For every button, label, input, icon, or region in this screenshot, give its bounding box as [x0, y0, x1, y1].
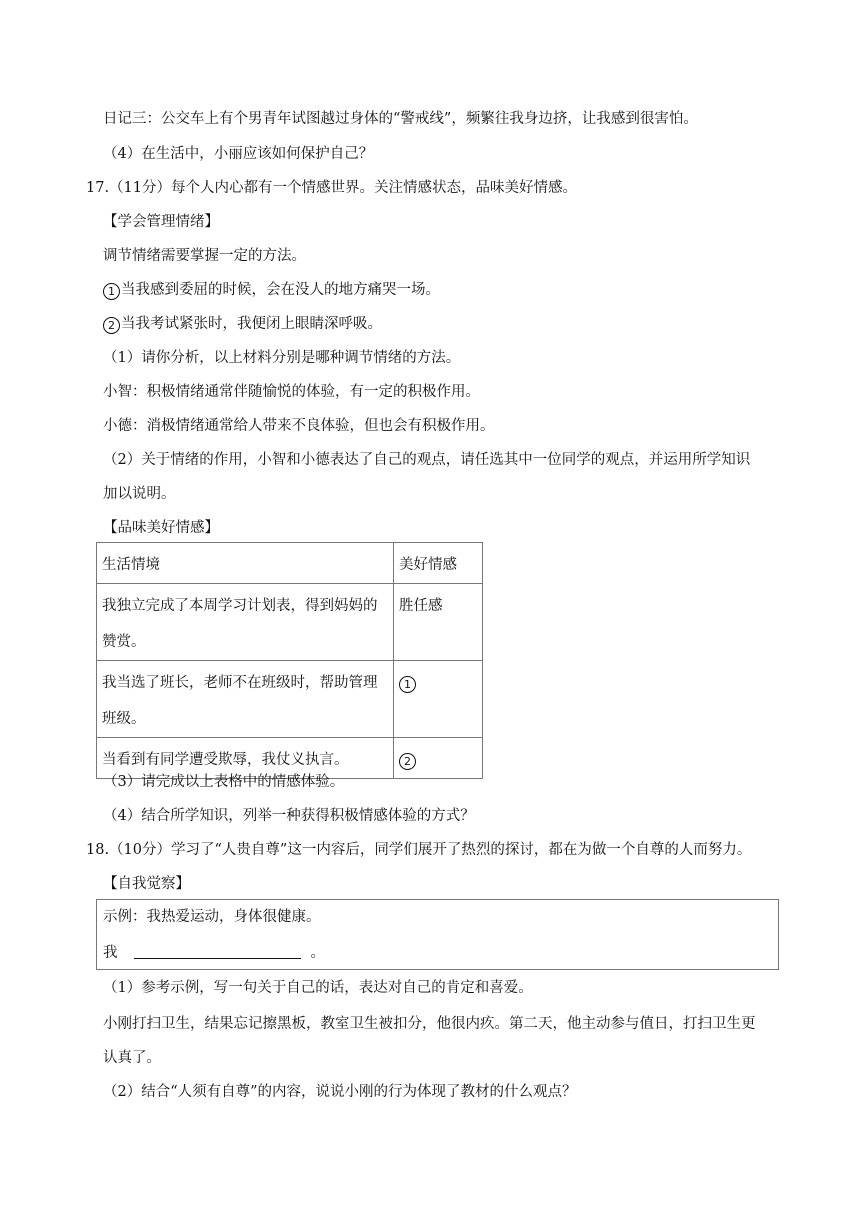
question-17-stem: 17.（11分）每个人内心都有一个情感世界。关注情感状态，品味美好情感。: [86, 180, 578, 196]
table-header-feeling: 美好情感: [394, 543, 483, 584]
xiaozhi-view: 小智：积极情绪通常伴随愉悦的体验，有一定的积极作用。: [103, 384, 480, 400]
table-header-situation: 生活情境: [97, 543, 394, 584]
table-cell-situation: 当看到有同学遭受欺辱，我仗义执言。: [97, 738, 394, 779]
section-good-feelings: 【品味美好情感】: [103, 520, 219, 536]
diary-three-text: 日记三：公交车上有个男青年试图越过身体的“警戒线”，频繁往我身边挤，让我感到很害怕。: [103, 111, 698, 127]
section-self-awareness: 【自我觉察】: [103, 876, 190, 892]
section-manage-emotions: 【学会管理情绪】: [103, 214, 219, 230]
question-17-4: （4）结合所学知识，列举一种获得积极情感体验的方式？: [103, 808, 475, 824]
circled-number-2: 2: [103, 317, 120, 334]
material-item-2: [103, 314, 382, 334]
xiaogang-story-line1: 小刚打扫卫生，结果忘记擦黑板，教室卫生被扣分，他很内疚。第二天，他主动参与值日，打扫卫生更: [103, 1016, 756, 1032]
question-17-2-line1: （2）关于情绪的作用，小智和小德表达了自己的观点，请任选其中一位同学的观点，并运用所学知识: [103, 452, 751, 468]
table-row: [97, 661, 483, 738]
material-item-2-text: 当我考试紧张时，我便闭上眼睛深呼吸。: [121, 316, 382, 332]
answer-blank[interactable]: [134, 944, 301, 959]
table-header-row: [97, 543, 483, 584]
question-18-stem: 18.（10分）学习了“人贵自尊”这一内容后，同学们展开了热烈的探讨，都在为做一个自尊的人而努力。: [86, 842, 752, 858]
circled-number-1: 1: [103, 283, 120, 300]
question-18-2: （2）结合“人须有自尊”的内容，说说小刚的行为体现了教材的什么观点？: [103, 1084, 577, 1100]
circled-number-1: 1: [399, 676, 416, 693]
question-16-4: （4）在生活中，小丽应该如何保护自己？: [103, 146, 374, 162]
self-awareness-box: [96, 899, 779, 970]
feelings-table: [96, 542, 483, 779]
emotion-method-intro: 调节情绪需要掌握一定的方法。: [103, 248, 306, 264]
question-17-3: （3）请完成以上表格中的情感体验。: [103, 774, 345, 790]
xiaogang-story-line2: 认真了。: [103, 1050, 161, 1066]
table-cell-situation: 我独立完成了本周学习计划表，得到妈妈的赞赏。: [97, 584, 394, 661]
circled-number-2: 2: [399, 753, 416, 770]
table-row: [97, 584, 483, 661]
fill-in-line: [103, 943, 325, 963]
example-text: 示例：我热爱运动，身体很健康。: [103, 909, 321, 925]
question-17-1: （1）请你分析，以上材料分别是哪种调节情绪的方法。: [103, 350, 461, 366]
material-item-1: [103, 280, 440, 300]
question-18-1: （1）参考示例，写一句关于自己的话，表达对自己的肯定和喜爱。: [103, 980, 533, 996]
question-17-2-line2: 加以说明。: [103, 486, 176, 502]
fill-prefix: 我: [103, 945, 118, 961]
fill-suffix: 。: [310, 945, 325, 961]
material-item-1-text: 当我感到委屈的时候，会在没人的地方痛哭一场。: [121, 282, 440, 298]
table-cell-situation: 我当选了班长，老师不在班级时，帮助管理班级。: [97, 661, 394, 738]
table-cell-feeling: 胜任感: [394, 584, 483, 661]
table-cell-feeling: [394, 738, 483, 779]
xiaode-view: 小德：消极情绪通常给人带来不良体验，但也会有积极作用。: [103, 418, 495, 434]
table-cell-feeling: [394, 661, 483, 738]
